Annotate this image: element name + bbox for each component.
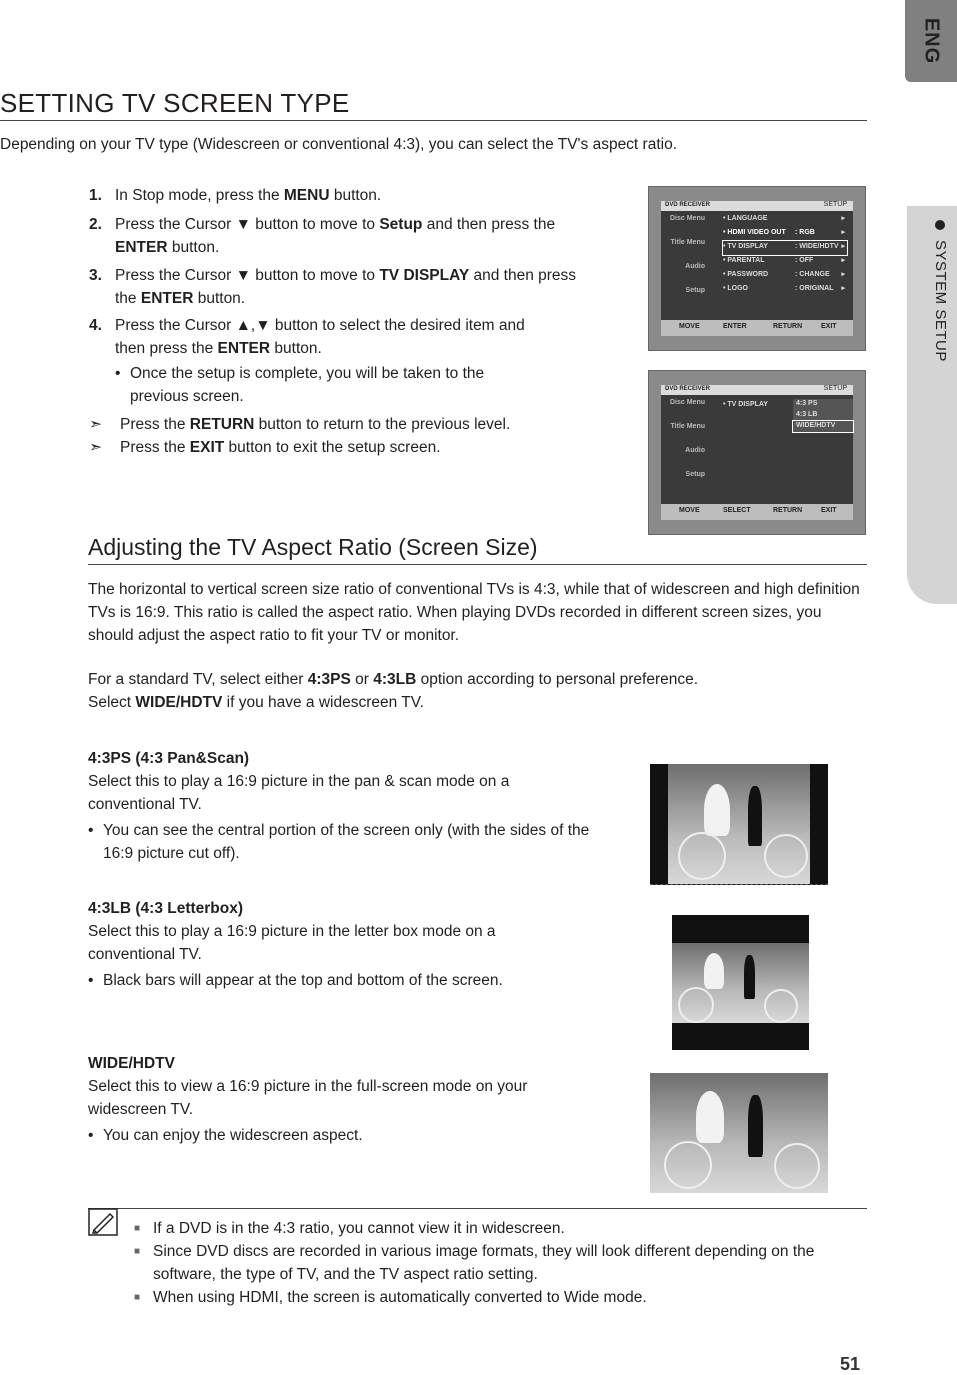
letterbox-image	[672, 915, 809, 1050]
square-bullet-icon: ■	[134, 1292, 141, 1303]
bullet-text: Black bars will appear at the top and bottom of the screen.	[103, 972, 503, 989]
osd-arrow-icon: ▸	[841, 215, 845, 222]
osd-menu	[723, 213, 847, 297]
osd-row-value: : OFF	[795, 257, 814, 264]
note-item	[134, 1240, 864, 1286]
osd-side-item: Disc Menu	[669, 215, 705, 222]
section-tab	[907, 206, 957, 604]
mode-title: 4:3LB (4:3 Letterbox)	[88, 900, 244, 917]
osd-foot-label: SELECT	[723, 507, 751, 514]
bullet-text: You can enjoy the widescreen aspect.	[103, 1127, 363, 1144]
square-bullet-icon: ■	[134, 1246, 141, 1257]
step-text: In Stop mode, press the	[115, 187, 284, 204]
osd-foot-label: MOVE	[679, 323, 700, 330]
osd-option: 4:3 PS	[793, 399, 853, 410]
step-bold: ENTER	[217, 340, 271, 357]
bullet-icon: •	[88, 972, 94, 989]
language-tab	[905, 0, 957, 82]
arrow-tip-icon: ➣	[89, 416, 102, 433]
step-text: button.	[329, 187, 382, 204]
osd-row-key: • LANGUAGE	[723, 215, 768, 222]
bullet-icon: •	[88, 1127, 94, 1144]
osd-side-item: Audio	[685, 447, 705, 454]
tip-exit	[89, 436, 609, 459]
osd-foot-label: ENTER	[723, 323, 747, 330]
mode-letterbox	[88, 897, 613, 992]
osd-row-value: : ORIGINAL	[795, 285, 834, 292]
osd-row	[723, 283, 847, 297]
setup-menu-screenshot	[648, 186, 866, 351]
note-text: Since DVD discs are recorded in various image formats, they will look different depending on the software, the type of TV, and the TV aspect ratio setting.	[153, 1243, 815, 1283]
tip-text: button to return to the previous level.	[254, 416, 511, 433]
osd-side-item: Title Menu	[670, 423, 705, 430]
arrow-tip-icon: ➣	[89, 439, 102, 456]
tip-bold: RETURN	[189, 416, 255, 433]
osd-row-key: • LOGO	[723, 285, 749, 292]
osd-row	[723, 269, 847, 283]
step-number: 2.	[89, 216, 102, 233]
mode-description: Select this to view a 16:9 picture in the full-screen mode on your widescreen TV.	[88, 1078, 528, 1118]
step-text: Press the Cursor ▼ button to move to	[115, 216, 380, 233]
para-text: if you have a widescreen TV.	[222, 694, 424, 711]
osd-row-value: : CHANGE	[795, 271, 830, 278]
note-item	[134, 1217, 864, 1240]
osd-row-value: : WIDE/HDTV	[795, 243, 839, 250]
step-bold: MENU	[283, 187, 330, 204]
step-4-bullet	[115, 362, 535, 408]
mode-title: 4:3PS (4:3 Pan&Scan)	[88, 750, 250, 767]
osd-side-item: Audio	[685, 263, 705, 270]
step-text: and then press the	[115, 267, 577, 307]
osd-row	[723, 255, 847, 269]
step-2	[89, 213, 619, 261]
page-number: 51	[840, 1354, 861, 1374]
mode-pan-scan	[88, 747, 613, 865]
osd-item: • TV DISPLAY	[723, 401, 768, 408]
step-bold: ENTER	[115, 239, 168, 256]
osd-foot-label: EXIT	[821, 323, 837, 330]
osd-brand: DVD RECEIVER	[665, 202, 711, 208]
mode-title: WIDE/HDTV	[88, 1055, 175, 1072]
osd-row-highlighted	[723, 241, 847, 255]
para-bold: WIDE/HDTV	[135, 694, 223, 711]
osd-side-item: Disc Menu	[669, 399, 705, 406]
note-rule	[88, 1208, 867, 1209]
note-item	[134, 1286, 864, 1309]
osd-sidebar	[665, 215, 705, 314]
aspect-ratio-paragraph: The horizontal to vertical screen size ratio of conventional TVs is 4:3, while that of widescreen and high definition TVs is 16:9. This ratio is called the aspect ratio. When playing DVDs recorded in different screen sizes, you should adjust the aspect ratio to fit your TV or monitor.	[88, 581, 860, 644]
para-text: option according to personal preference.	[416, 671, 699, 688]
osd-foot-label: MOVE	[679, 507, 700, 514]
intro-text: Depending on your TV type (Widescreen or conventional 4:3), you can select the TV's aspect ratio.	[0, 136, 678, 153]
widescreen-image	[650, 1073, 828, 1193]
osd-foot-label: RETURN	[773, 323, 803, 330]
tip-text: Press the	[120, 439, 190, 456]
osd-arrow-icon: ▸	[841, 271, 845, 278]
section-title: Adjusting the TV Aspect Ratio (Screen Size)	[88, 534, 538, 560]
tv-display-screenshot	[648, 370, 866, 535]
osd-arrow-icon: ▸	[841, 285, 845, 292]
page-title: SETTING TV SCREEN TYPE	[0, 88, 350, 118]
step-text: and then press the	[422, 216, 556, 233]
mode-description: Select this to play a 16:9 picture in the pan & scan mode on a conventional TV.	[88, 773, 510, 813]
bullet-dot-icon	[935, 220, 945, 230]
para-text: For a standard TV, select either	[88, 671, 308, 688]
osd-option: 4:3 LB	[793, 410, 853, 421]
para-bold: 4:3LB	[373, 671, 417, 688]
osd-footer	[661, 504, 853, 520]
osd-row-value: : RGB	[795, 229, 815, 236]
osd-header: SETUP	[823, 201, 847, 208]
section-label: SYSTEM SETUP	[932, 240, 949, 362]
mode-bullet	[88, 969, 613, 992]
osd-side-item: Setup	[685, 471, 705, 478]
mode-widescreen	[88, 1052, 613, 1147]
step-number: 1.	[89, 187, 102, 204]
notes-list	[134, 1217, 864, 1309]
note-text: When using HDMI, the screen is automatically converted to Wide mode.	[153, 1289, 647, 1306]
square-bullet-icon: ■	[134, 1223, 141, 1234]
widescreen-paragraph	[88, 691, 863, 714]
section-rule	[88, 564, 867, 565]
note-text: If a DVD is in the 4:3 ratio, you cannot view it in widescreen.	[153, 1220, 565, 1237]
language-label: ENG	[920, 17, 943, 65]
osd-row-key: • PARENTAL	[723, 257, 765, 264]
osd-row-key: • HDMI VIDEO OUT	[723, 229, 786, 236]
step-text: Press the Cursor ▼ button to move to	[115, 267, 380, 284]
para-text: or	[350, 671, 374, 688]
pan-scan-image	[650, 764, 828, 885]
step-text: button.	[193, 290, 246, 307]
osd-footer	[661, 320, 853, 336]
osd-side-item: Setup	[685, 287, 705, 294]
osd-arrow-icon: ▸	[841, 257, 845, 264]
tip-bold: EXIT	[189, 439, 225, 456]
step-bold: ENTER	[140, 290, 194, 307]
para-text: Select	[88, 694, 136, 711]
step-4	[89, 314, 619, 362]
osd-arrow-icon: ▸	[841, 243, 845, 250]
tip-text: button to exit the setup screen.	[224, 439, 441, 456]
title-rule	[0, 120, 867, 121]
osd-header: SETUP	[823, 385, 847, 392]
osd-sidebar	[665, 399, 705, 498]
osd-option-selected: WIDE/HDTV	[793, 421, 853, 432]
note-pencil-icon	[88, 1208, 118, 1236]
osd-options	[793, 399, 853, 432]
osd-foot-label: EXIT	[821, 507, 837, 514]
step-bold: Setup	[379, 216, 423, 233]
osd-side-item: Title Menu	[670, 239, 705, 246]
bullet-text: Once the setup is complete, you will be taken to the previous screen.	[130, 365, 485, 405]
osd-foot-label: RETURN	[773, 507, 803, 514]
osd-brand: DVD RECEIVER	[665, 386, 711, 392]
bullet-icon: •	[88, 822, 94, 839]
mode-description: Select this to play a 16:9 picture in the letter box mode on a conventional TV.	[88, 923, 496, 963]
osd-row-key: • TV DISPLAY	[723, 243, 768, 250]
tip-text: Press the	[120, 416, 190, 433]
osd-row	[723, 227, 847, 241]
step-text: Press the Cursor ▲,▼ button to select the desired item and then press the	[115, 317, 525, 357]
osd-row	[723, 213, 847, 227]
step-bold: TV DISPLAY	[379, 267, 470, 284]
tip-return	[89, 413, 609, 436]
para-bold: 4:3PS	[307, 671, 351, 688]
bullet-icon: •	[115, 365, 121, 382]
mode-bullet	[88, 1124, 613, 1147]
bullet-text: You can see the central portion of the screen only (with the sides of the 16:9 picture cut off).	[103, 822, 590, 862]
mode-bullet	[88, 819, 613, 865]
step-3	[89, 264, 619, 312]
osd-arrow-icon: ▸	[841, 229, 845, 236]
step-number: 3.	[89, 267, 102, 284]
step-text: button.	[270, 340, 322, 357]
step-number: 4.	[89, 317, 102, 334]
osd-row-key: • PASSWORD	[723, 271, 769, 278]
step-text: button.	[167, 239, 220, 256]
step-1	[89, 184, 619, 208]
standard-tv-paragraph	[88, 668, 863, 691]
